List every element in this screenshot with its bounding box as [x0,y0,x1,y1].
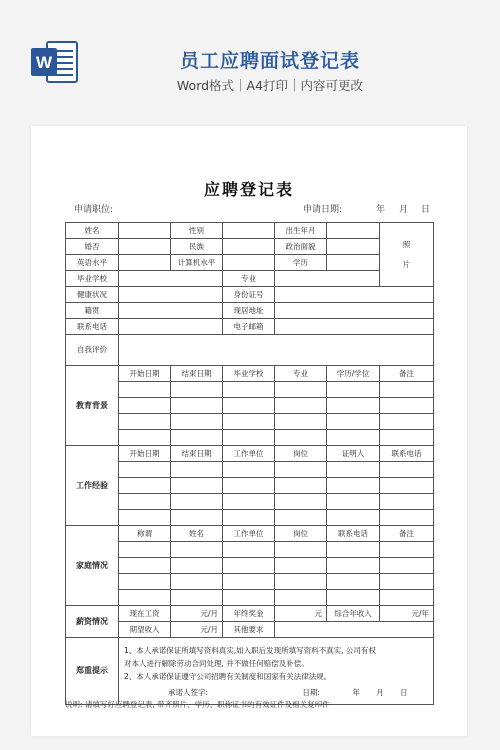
label-ethnicity: 民族 [171,239,223,255]
label-major: 专业 [223,271,275,287]
document-page [31,126,467,736]
family-header-relation: 称谓 [119,526,171,542]
work-header-start: 开始日期 [119,446,171,462]
family-cell[interactable] [327,590,380,606]
input-computer[interactable] [223,255,275,271]
work-cell[interactable] [380,510,434,526]
section-declaration: 郑重提示 [66,638,119,705]
family-cell[interactable] [171,542,223,558]
edu-cell[interactable] [275,414,327,430]
date-label: 申请日期: [303,205,343,215]
form-title: 应聘登记表 [203,180,294,199]
label-email: 电子邮箱 [223,319,275,335]
input-education[interactable] [327,255,380,271]
family-cell[interactable] [380,574,434,590]
edu-cell[interactable] [119,414,171,430]
family-cell[interactable] [380,542,434,558]
edu-cell[interactable] [327,430,380,446]
edu-cell[interactable] [327,414,380,430]
family-cell[interactable] [327,574,380,590]
work-cell[interactable] [223,494,275,510]
section-family: 家庭情况 [66,526,119,606]
work-cell[interactable] [171,478,223,494]
label-expected-salary: 期望收入 [119,622,171,638]
input-phone[interactable] [119,319,223,335]
annual-income-unit[interactable]: 元/年 [380,606,434,622]
input-name[interactable] [119,223,171,239]
family-header-remark: 备注 [380,526,434,542]
work-cell[interactable] [171,510,223,526]
edu-header-major: 专业 [275,366,327,382]
work-cell[interactable] [119,494,171,510]
label-address: 现居地址 [223,303,275,319]
label-name: 姓名 [66,223,119,239]
family-cell[interactable] [223,574,275,590]
family-header-phone: 联系电话 [327,526,380,542]
family-cell[interactable] [119,574,171,590]
input-self-evaluation[interactable] [119,335,434,366]
input-id-number[interactable] [275,287,434,303]
family-cell[interactable] [171,590,223,606]
family-header-position: 岗位 [275,526,327,542]
label-self-evaluation: 自我评价 [66,335,119,366]
work-header-company: 工作单位 [223,446,275,462]
edu-cell[interactable] [380,382,434,398]
edu-cell[interactable] [380,414,434,430]
family-cell[interactable] [119,590,171,606]
family-cell[interactable] [380,590,434,606]
work-cell[interactable] [380,494,434,510]
label-health: 健康状况 [66,287,119,303]
input-address[interactable] [275,303,434,319]
input-marriage[interactable] [119,239,171,255]
work-cell[interactable] [223,510,275,526]
work-cell[interactable] [380,462,434,478]
work-cell[interactable] [223,462,275,478]
family-cell[interactable] [380,558,434,574]
photo-label-2: 片 [402,259,411,269]
edu-cell[interactable] [171,398,223,414]
label-gender: 性别 [171,223,223,239]
family-cell[interactable] [275,558,327,574]
family-cell[interactable] [327,542,380,558]
label-computer: 计算机水平 [171,255,223,271]
input-health[interactable] [119,287,223,303]
family-header-company: 工作单位 [223,526,275,542]
registration-table [65,222,434,705]
label-birth: 出生年月 [275,223,327,239]
label-annual-income: 综合年收入 [327,606,380,622]
label-school: 毕业学校 [66,271,119,287]
edu-header-end: 结束日期 [171,366,223,382]
edu-header-degree: 学历/学位 [327,366,380,382]
input-origin[interactable] [119,303,223,319]
signature-label: 承诺人签字: [168,687,209,697]
work-header-phone: 联系电话 [380,446,434,462]
edu-cell[interactable] [119,430,171,446]
sign-date-year: 年 [352,687,360,697]
label-english: 英语水平 [66,255,119,271]
work-cell[interactable] [171,462,223,478]
family-cell[interactable] [171,558,223,574]
label-year-end-bonus: 年终奖金 [223,606,275,622]
family-cell[interactable] [327,558,380,574]
family-header-name: 姓名 [171,526,223,542]
label-political: 政治面貌 [275,239,327,255]
word-document-icon [31,40,79,84]
work-cell[interactable] [327,510,380,526]
family-cell[interactable] [171,574,223,590]
expected-salary-unit[interactable]: 元/月 [171,622,223,638]
edu-cell[interactable] [223,430,275,446]
signature-row [124,686,428,699]
label-current-salary: 现在工资 [119,606,171,622]
edu-cell[interactable] [223,382,275,398]
input-political[interactable] [327,239,380,255]
label-id-number: 身份证号 [223,287,275,303]
work-cell[interactable] [327,478,380,494]
input-ethnicity[interactable] [223,239,275,255]
label-origin: 籍贯 [66,303,119,319]
edu-cell[interactable] [327,398,380,414]
sign-date-month: 月 [376,687,384,697]
input-english[interactable] [119,255,171,271]
sign-date-label: 日期: [302,687,320,697]
section-work: 工作经验 [66,446,119,526]
work-cell[interactable] [119,462,171,478]
declaration-line-2: 对本人进行解除劳动合同处理, 并不做任何赔偿及补偿。 [124,658,309,668]
form-note: 说明: 请填写好应聘登记表, 带齐照片、学历、职称证书的有效证件及相关复印件 [65,700,330,709]
work-cell[interactable] [171,494,223,510]
work-header-end: 结束日期 [171,446,223,462]
year-end-bonus-unit[interactable]: 元 [275,606,327,622]
work-cell[interactable] [119,510,171,526]
declaration-line-1: 1、本人承诺保证所填写资料真实,如入职后发现所填写资料不真实, 公司有权 [124,645,376,655]
work-cell[interactable] [275,510,327,526]
work-cell[interactable] [275,478,327,494]
input-other-requirements[interactable] [275,622,434,638]
input-birth[interactable] [327,223,380,239]
work-cell[interactable] [223,478,275,494]
edu-cell[interactable] [223,414,275,430]
declaration-line-3: 2、本人承诺保证遵守公司招聘有关制度和国家有关法律法规。 [124,671,332,681]
current-salary-unit[interactable]: 元/月 [171,606,223,622]
declaration-text [119,638,434,705]
label-education: 学历 [275,255,327,271]
work-cell[interactable] [275,462,327,478]
input-major[interactable] [275,271,380,287]
family-cell[interactable] [223,590,275,606]
edu-cell[interactable] [171,382,223,398]
family-cell[interactable] [223,558,275,574]
family-cell[interactable] [223,542,275,558]
work-cell[interactable] [275,494,327,510]
edu-cell[interactable] [380,398,434,414]
family-cell[interactable] [119,542,171,558]
edu-cell[interactable] [171,430,223,446]
date-month: 月 [399,205,409,215]
edu-cell[interactable] [171,414,223,430]
section-salary: 薪资情况 [66,606,119,638]
edu-cell[interactable] [380,430,434,446]
work-cell[interactable] [327,494,380,510]
date-year: 年 [376,205,386,215]
family-cell[interactable] [275,574,327,590]
header-banner [0,0,500,120]
edu-cell[interactable] [223,398,275,414]
label-marriage: 婚否 [66,239,119,255]
input-gender[interactable] [223,223,275,239]
family-cell[interactable] [275,590,327,606]
word-icon-letter: W [35,53,53,72]
edu-header-remark: 备注 [380,366,434,382]
edu-cell[interactable] [119,382,171,398]
photo-box[interactable] [380,223,434,287]
label-phone: 联系电话 [66,319,119,335]
photo-label-1: 照 [402,239,411,249]
position-label: 申请职位: [74,205,114,215]
page-subtitle: Word格式｜A4打印｜内容可更改 [176,78,364,93]
date-day: 日 [421,205,431,215]
label-other-requirements: 其他要求 [223,622,275,638]
sign-date-day: 日 [400,687,408,697]
work-cell[interactable] [327,462,380,478]
edu-header-start: 开始日期 [119,366,171,382]
input-email[interactable] [275,319,434,335]
page-title: 员工应聘面试登记表 [179,50,360,72]
family-cell[interactable] [119,558,171,574]
edu-cell[interactable] [119,398,171,414]
edu-cell[interactable] [327,382,380,398]
work-cell[interactable] [380,478,434,494]
work-header-position: 岗位 [275,446,327,462]
input-school[interactable] [119,271,223,287]
work-cell[interactable] [119,478,171,494]
family-cell[interactable] [275,542,327,558]
edu-cell[interactable] [275,430,327,446]
edu-header-school: 毕业学校 [223,366,275,382]
section-education: 教育背景 [66,366,119,446]
work-header-reference: 证明人 [327,446,380,462]
edu-cell[interactable] [275,398,327,414]
edu-cell[interactable] [275,382,327,398]
